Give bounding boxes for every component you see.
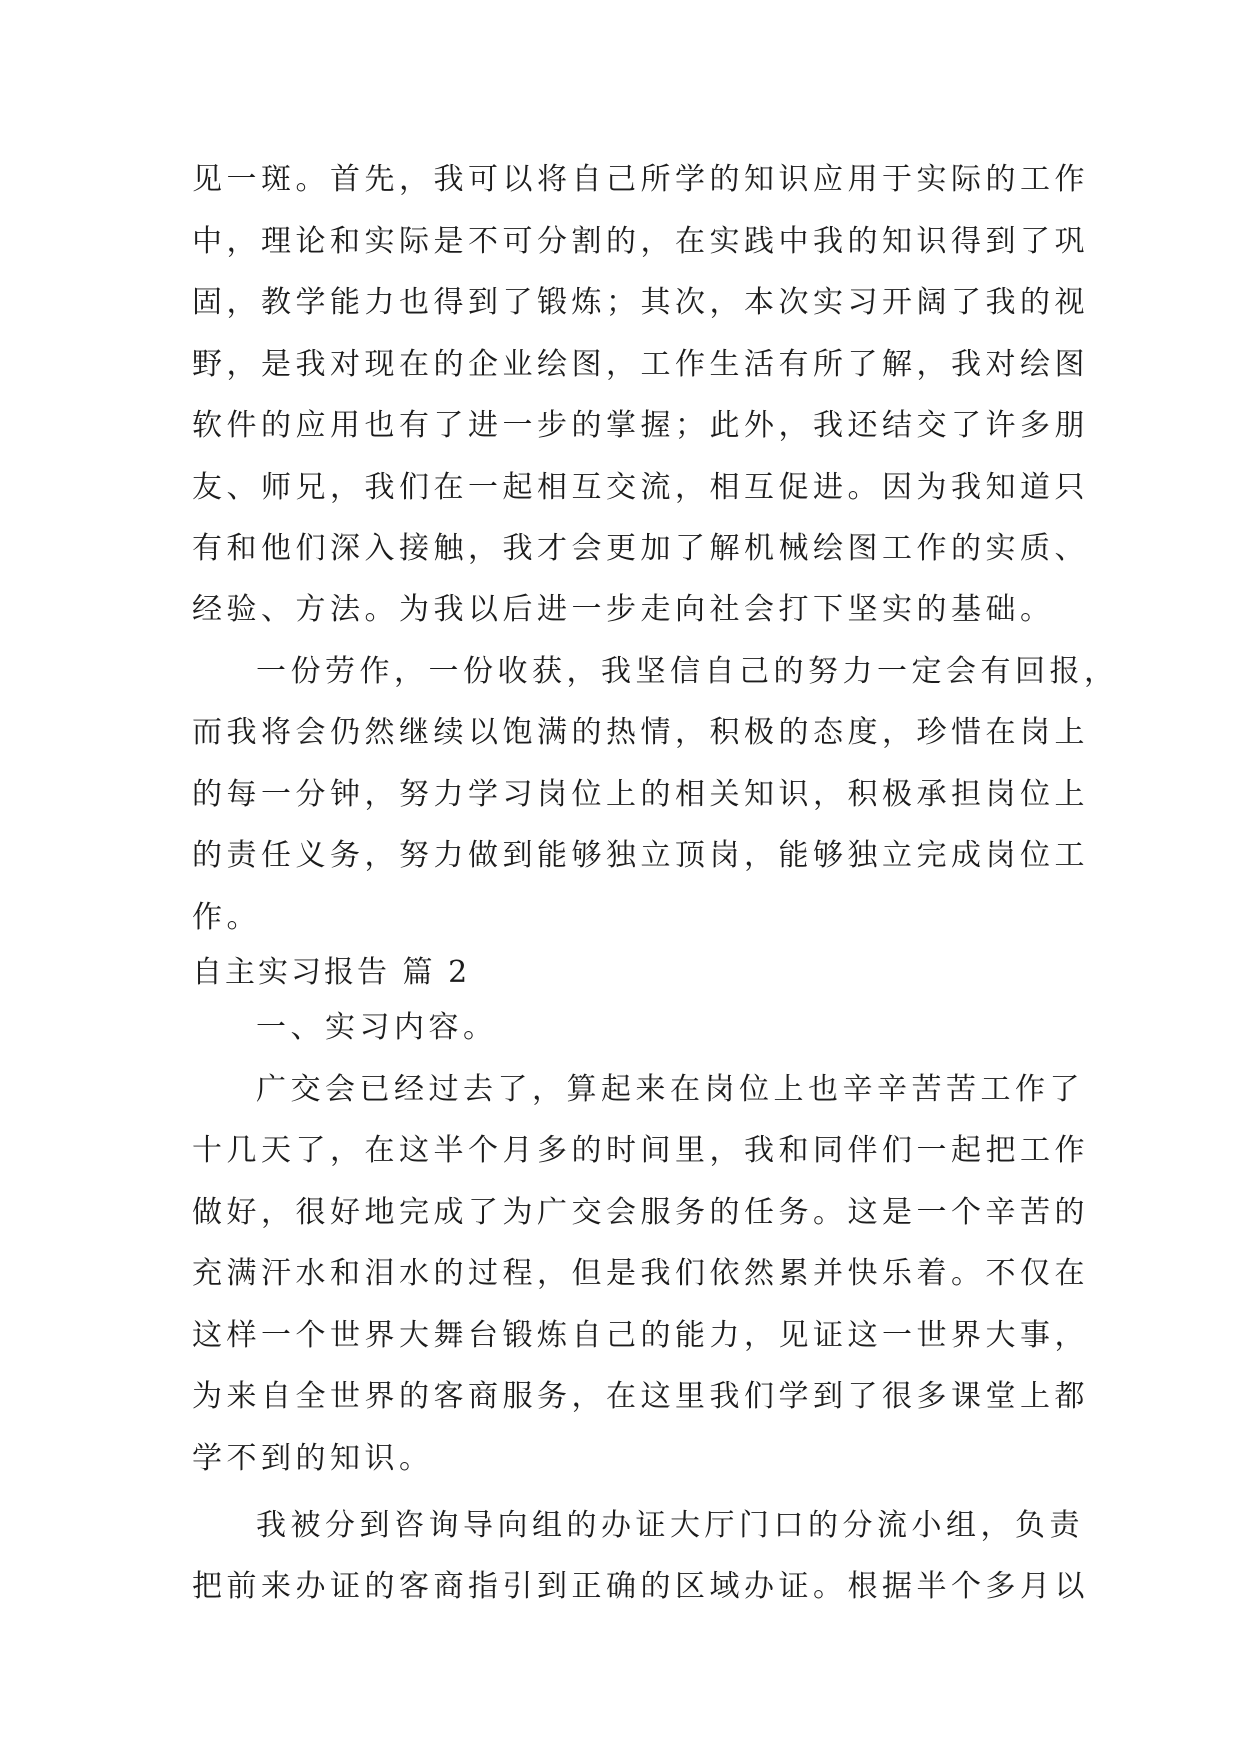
body-text-line: 有和他们深入接触，我才会更加了解机械绘图工作的实质、 (192, 531, 1089, 566)
body-text-line: 我被分到咨询导向组的办证大厅门口的分流小组，负责 (256, 1508, 1084, 1543)
body-text-line: 把前来办证的客商指引到正确的区域办证。根据半个多月以 (192, 1569, 1089, 1604)
section-heading: 自主实习报告 篇 2 (192, 955, 471, 990)
body-text-line: 中，理论和实际是不可分割的，在实践中我的知识得到了巩 (192, 224, 1089, 259)
body-text-line: 十几天了，在这半个月多的时间里，我和同伴们一起把工作 (192, 1133, 1089, 1168)
body-text-line: 的每一分钟，努力学习岗位上的相关知识，积极承担岗位上 (192, 777, 1089, 812)
body-text-line: 做好，很好地完成了为广交会服务的任务。这是一个辛苦的 (192, 1195, 1089, 1230)
body-text-line: 这样一个世界大舞台锻炼自己的能力，见证这一世界大事， (192, 1318, 1089, 1353)
body-text-line: 学不到的知识。 (192, 1441, 434, 1476)
body-text-line: 友、师兄，我们在一起相互交流，相互促进。因为我知道只 (192, 470, 1089, 505)
body-text-line: 固，教学能力也得到了锻炼；其次，本次实习开阔了我的视 (192, 285, 1089, 320)
body-text-line: 充满汗水和泪水的过程，但是我们依然累并快乐着。不仅在 (192, 1256, 1089, 1291)
body-text-line: 经验、方法。为我以后进一步走向社会打下坚实的基础。 (192, 592, 1055, 627)
body-text-line: 作。 (192, 900, 261, 935)
body-text-line: 一份劳作，一份收获，我坚信自己的努力一定会有回报， (256, 654, 1119, 689)
subsection-heading: 一、实习内容。 (256, 1010, 498, 1045)
body-text-line: 软件的应用也有了进一步的掌握；此外，我还结交了许多朋 (192, 408, 1089, 443)
body-text-line: 而我将会仍然继续以饱满的热情，积极的态度，珍惜在岗上 (192, 715, 1089, 750)
body-text-line: 的责任义务，努力做到能够独立顶岗，能够独立完成岗位工 (192, 838, 1089, 873)
body-text-line: 野，是我对现在的企业绘图，工作生活有所了解，我对绘图 (192, 347, 1089, 382)
body-text-line: 为来自全世界的客商服务，在这里我们学到了很多课堂上都 (192, 1379, 1089, 1414)
body-text-line: 见一斑。首先，我可以将自己所学的知识应用于实际的工作 (192, 162, 1089, 197)
body-text-line: 广交会已经过去了，算起来在岗位上也辛辛苦苦工作了 (256, 1072, 1084, 1107)
